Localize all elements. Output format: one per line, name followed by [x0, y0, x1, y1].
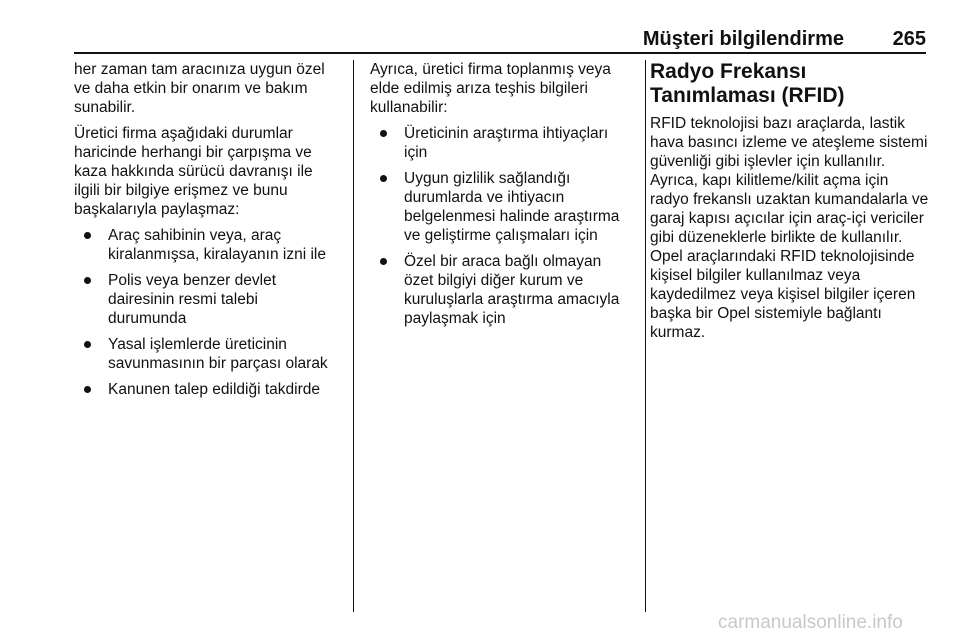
page-title: Müşteri bilgilendirme	[642, 28, 844, 50]
bullet-icon	[84, 341, 91, 348]
bullet-list	[74, 226, 340, 399]
page-header	[74, 28, 926, 50]
section-heading: Radyo Frekansı Tanımlaması (RFID)	[650, 60, 845, 107]
list-item-text: Yasal işlemlerde üreticinin savunmasının bir parçası olarak	[108, 336, 328, 372]
bullet-icon	[380, 258, 387, 265]
bullet-icon	[84, 386, 91, 393]
column-divider-left	[353, 60, 354, 612]
header-rule	[74, 52, 926, 54]
list-item	[370, 252, 633, 328]
list-item-text: Üreticinin araştırma ihtiyaçları için	[404, 125, 609, 161]
paragraph: her zaman tam aracınıza uygun özel ve daha etkin bir onarım ve bakım sunabilir.	[74, 61, 325, 116]
paragraph: Üretici firma aşağıdaki durumlar haricinde herhangi bir çarpışma ve kaza hakkında sürücü davranışı ile ilgili bir bilgiye erişmez ve bunu başkalarıyla paylaşmaz:	[74, 125, 313, 218]
page-number: 265	[892, 28, 926, 50]
bullet-icon	[380, 175, 387, 182]
list-item	[74, 335, 340, 373]
list-item	[370, 169, 633, 245]
column-divider-right	[645, 60, 646, 612]
list-item	[74, 271, 340, 328]
bullet-icon	[84, 232, 91, 239]
column-3	[650, 60, 930, 349]
column-1	[74, 60, 340, 406]
list-item-text: Özel bir araca bağlı olmayan özet bilgiyi diğer kurum ve kuruluşlarla araştırma amacıyla paylaşmak için	[404, 253, 620, 327]
list-item-text: Uygun gizlilik sağlandığı durumlarda ve ihtiyacın belgelenmesi halinde araştırma ve geliştirme çalışmaları için	[404, 170, 620, 244]
list-item-text: Kanunen talep edildiği takdirde	[108, 381, 320, 398]
bullet-list	[370, 124, 633, 328]
paragraph: RFID teknolojisi bazı araçlarda, lastik hava basıncı izleme ve ateşleme sistemi güvenliği gibi işlevler için kullanılır. Ayrıca, kapı kilitleme/kilit açma için radyo frekanslı uzaktan kumandalarla ve garaj kapısı açıcılar için araç-içi vericiler gibi düzeneklerle birlikte de kullanılır. Opel araçlarındaki RFID teknolojisinde kişisel bilgiler kullanılmaz veya kaydedilmez veya kişisel bilgiler içeren başka bir Opel sistemiyle bağlantı kurmaz.	[650, 115, 929, 341]
bullet-icon	[380, 130, 387, 137]
list-item	[74, 226, 340, 264]
bullet-icon	[84, 277, 91, 284]
column-2	[370, 60, 633, 335]
paragraph: Ayrıca, üretici firma toplanmış veya elde edilmiş arıza teşhis bilgileri kullanabilir:	[370, 61, 611, 116]
list-item-text: Araç sahibinin veya, araç kiralanmışsa, kiralayanın izni ile	[108, 227, 326, 263]
watermark-text: carmanualsonline.info	[718, 612, 903, 633]
list-item-text: Polis veya benzer devlet dairesinin resmi talebi durumunda	[108, 272, 277, 327]
list-item	[74, 380, 340, 399]
list-item	[370, 124, 633, 162]
